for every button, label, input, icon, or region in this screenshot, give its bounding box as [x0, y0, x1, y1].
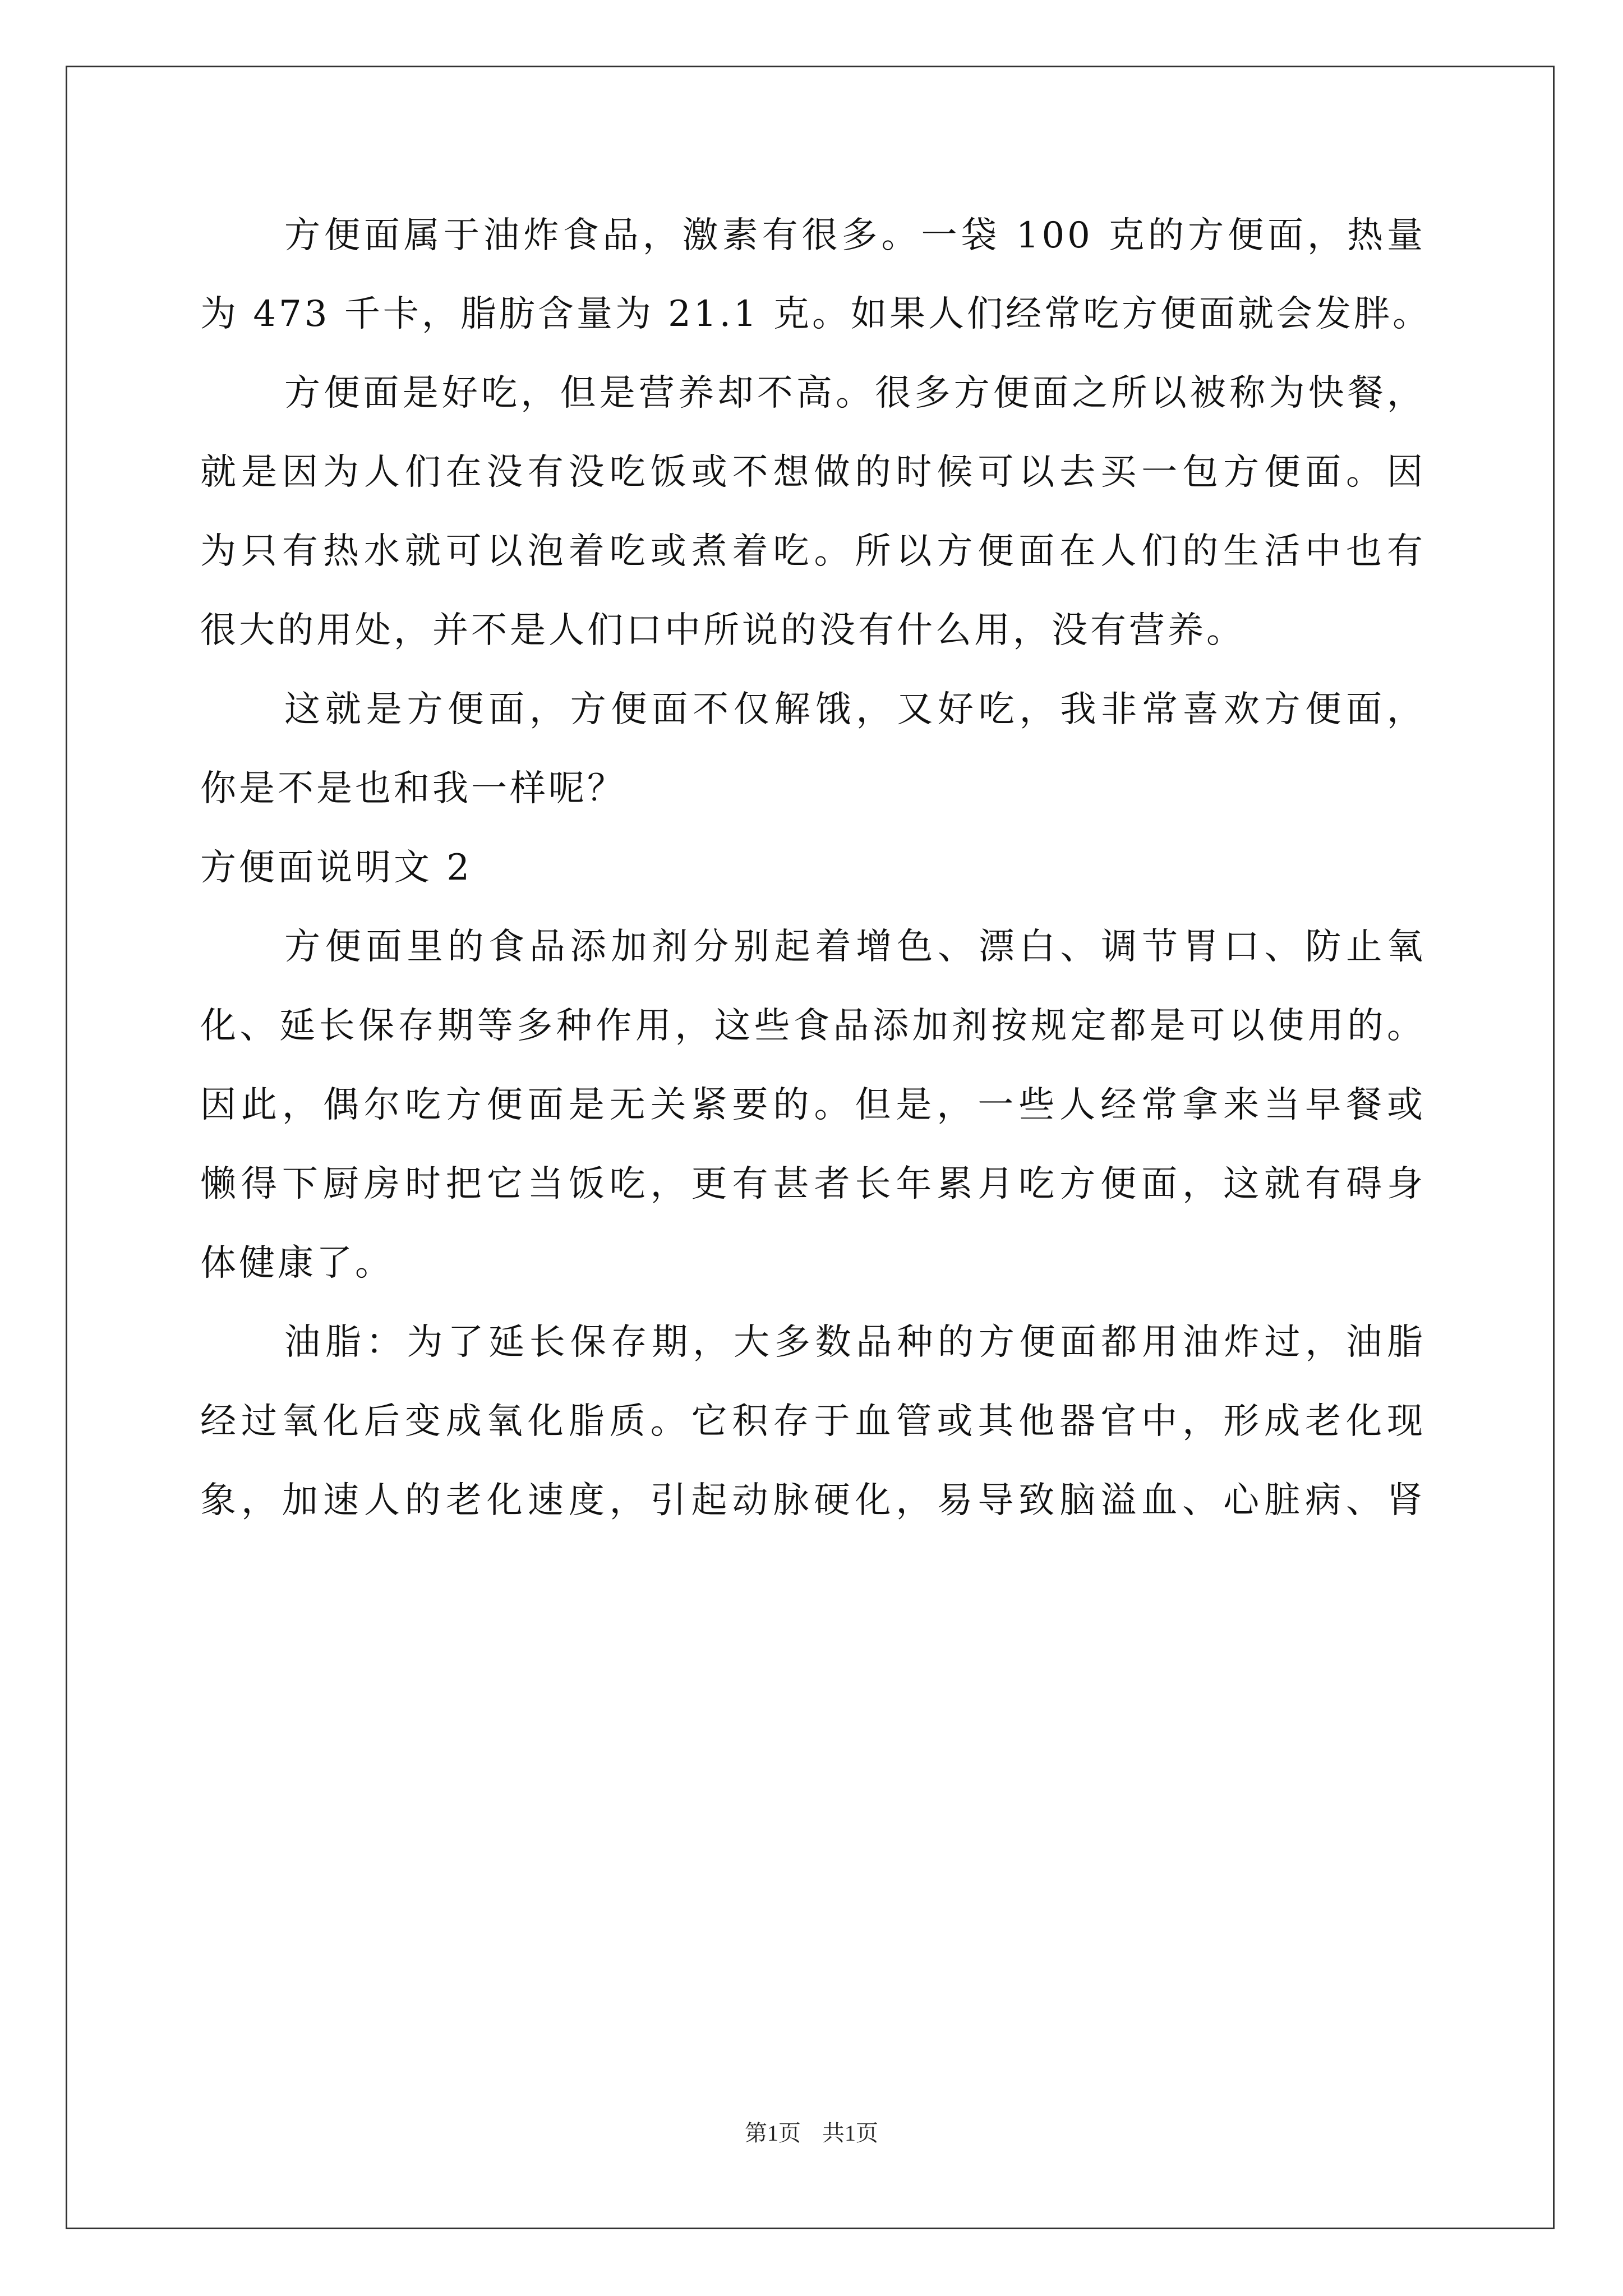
paragraph-line: 象，加速人的老化速度，引起动脉硬化，易导致脑溢血、心脏病、肾 — [200, 1480, 1426, 1521]
paragraph-line: 化、延长保存期等多种作用，这些食品添加剂按规定都是可以使用的。 — [200, 1005, 1426, 1047]
page-total: 共1页 — [822, 2120, 878, 2146]
paragraph-line: 为 473 千卡，脂肪含量为 21.1 克。如果人们经常吃方便面就会发胖。 — [200, 293, 1432, 335]
paragraph-line: 这就是方便面，方便面不仅解饿，又好吃，我非常喜欢方便面， — [284, 689, 1426, 730]
paragraph-line: 很大的用处，并不是人们口中所说的没有什么用，没有营养。 — [200, 610, 1245, 651]
paragraph-line: 体健康了。 — [200, 1243, 394, 1284]
paragraph-line: 就是因为人们在没有没吃饭或不想做的时候可以去买一包方便面。因 — [200, 452, 1426, 493]
page-number: 第1页 — [745, 2120, 801, 2146]
paragraph-line: 懒得下厨房时把它当饭吃，更有甚者长年累月吃方便面，这就有碍身 — [200, 1163, 1426, 1205]
paragraph-line: 经过氧化后变成氧化脂质。它积存于血管或其他器官中，形成老化现 — [200, 1401, 1426, 1442]
paragraph-line: 方便面属于油炸食品，激素有很多。一袋 100 克的方便面，热量 — [284, 215, 1426, 256]
paragraph-line: 为只有热水就可以泡着吃或煮着吃。所以方便面在人们的生活中也有 — [200, 531, 1426, 572]
paragraph-line: 因此，偶尔吃方便面是无关紧要的。但是，一些人经常拿来当早餐或 — [200, 1084, 1426, 1126]
paragraph-line: 方便面里的食品添加剂分别起着增色、漂白、调节胃口、防止氧 — [284, 926, 1426, 968]
section-heading: 方便面说明文 2 — [200, 847, 473, 889]
page-footer — [0, 2118, 1623, 2149]
paragraph-line: 方便面是好吃，但是营养却不高。很多方便面之所以被称为快餐， — [284, 372, 1426, 414]
paragraph-line: 你是不是也和我一样呢？ — [200, 768, 626, 809]
paragraph-line: 油脂：为了延长保存期，大多数品种的方便面都用油炸过，油脂 — [284, 1322, 1426, 1363]
